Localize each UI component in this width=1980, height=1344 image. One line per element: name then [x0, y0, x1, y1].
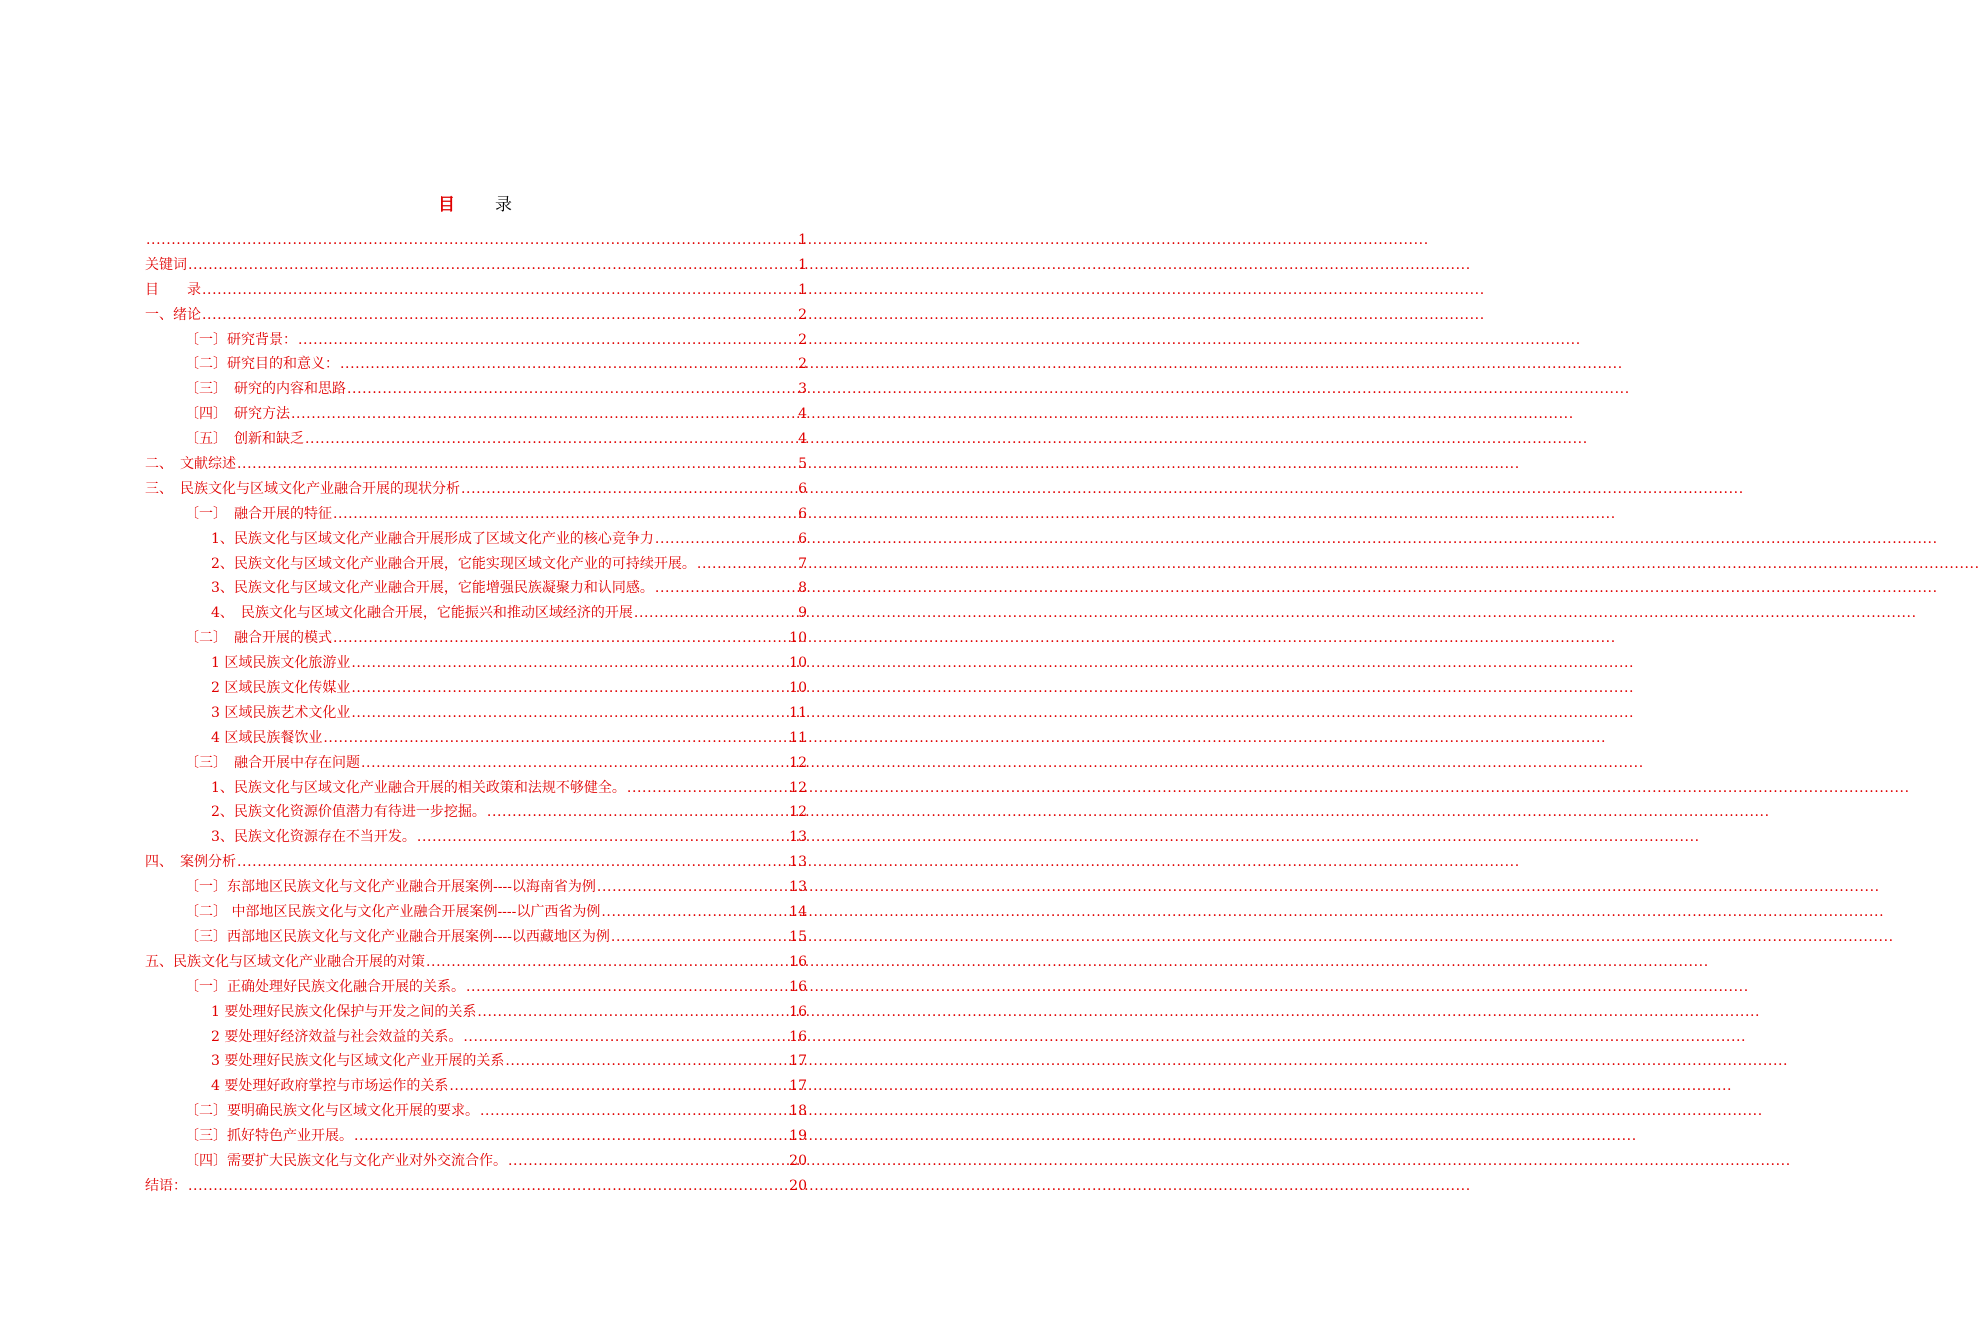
toc-entry-page: 10	[789, 655, 807, 672]
toc-entry-page: 1	[798, 256, 807, 273]
toc-entry-page: 16	[789, 1028, 807, 1045]
toc-entry-page: 14	[789, 904, 807, 921]
toc-dot-leader	[291, 403, 797, 425]
document-page	[0, 0, 950, 1344]
toc-entry-page: 11	[789, 704, 807, 721]
toc-entry[interactable]	[145, 1100, 807, 1125]
toc-dot-leader	[351, 677, 788, 699]
toc-entry-title: 4、 民族文化与区域文化融合开展，它能振兴和推动区域经济的开展	[211, 605, 633, 622]
toc-dot-leader	[449, 1075, 788, 1097]
toc-dot-leader	[202, 304, 797, 326]
toc-dot-leader	[466, 976, 788, 998]
toc-entry-title: 三、 民族文化与区域文化产业融合开展的现状分析	[145, 480, 460, 497]
toc-entry-title: 〔一〕 融合开展的特征	[185, 505, 332, 522]
toc-entry-page: 17	[789, 1053, 807, 1070]
toc-dot-leader	[202, 279, 797, 301]
toc-entry-title: 〔一〕研究背景：	[185, 331, 297, 348]
toc-entry-page: 16	[789, 1003, 807, 1020]
toc-entry-title: 二、 文献综述	[145, 456, 236, 473]
toc-dot-leader	[354, 1125, 788, 1147]
toc-entry[interactable]	[145, 951, 807, 976]
toc-entry-page: 8	[798, 580, 807, 597]
toc-entry-page: 16	[789, 978, 807, 995]
toc-dot-leader	[333, 627, 788, 649]
toc-entry-title: 1、民族文化与区域文化产业融合开展的相关政策和法规不够健全。	[211, 779, 626, 796]
toc-entry-page: 2	[798, 306, 807, 323]
toc-entry-page: 17	[789, 1078, 807, 1095]
toc-dot-leader	[461, 478, 797, 500]
toc-entry-page: 1	[798, 281, 807, 298]
toc-entry-title: 3 区域民族艺术文化业	[211, 704, 351, 721]
toc-entry-title: 4 要处理好政府掌控与市场运作的关系	[211, 1078, 449, 1095]
toc-entry-page: 12	[789, 779, 807, 796]
toc-entry-page: 13	[789, 854, 807, 871]
toc-dot-leader	[697, 553, 797, 575]
toc-heading	[0, 193, 950, 217]
toc-entry[interactable]	[145, 1075, 807, 1100]
toc-entry[interactable]	[145, 353, 807, 378]
toc-entry-title: 〔三〕 研究的内容和思路	[185, 381, 346, 398]
toc-entry[interactable]	[145, 1026, 807, 1051]
toc-entry[interactable]	[145, 627, 807, 652]
toc-entry[interactable]	[145, 777, 807, 802]
toc-dot-leader	[601, 901, 788, 923]
toc-dot-leader	[237, 851, 788, 873]
toc-entry-page: 4	[798, 406, 807, 423]
toc-dot-leader	[146, 229, 797, 251]
toc-entry[interactable]	[145, 503, 807, 528]
toc-entry[interactable]	[145, 1050, 807, 1075]
toc-entry[interactable]	[145, 851, 807, 876]
toc-entry-page: 6	[798, 480, 807, 497]
toc-entry-page: 13	[789, 829, 807, 846]
toc-entry-title: 〔一〕正确处理好民族文化融合开展的关系。	[185, 978, 465, 995]
toc-dot-leader	[323, 727, 788, 749]
toc-dot-leader	[347, 378, 797, 400]
toc-entry-title: 五、民族文化与区域文化产业融合开展的对策	[145, 953, 425, 970]
toc-entry-page: 13	[789, 879, 807, 896]
toc-entry-title: 〔二〕 中部地区民族文化与文化产业融合开展案例----以广西省为例	[185, 904, 601, 921]
toc-dot-leader	[188, 1175, 788, 1197]
toc-entry[interactable]	[145, 976, 807, 1001]
toc-entry-page: 9	[798, 605, 807, 622]
toc-dot-leader	[611, 926, 788, 948]
toc-entry-page: 1	[798, 232, 807, 248]
toc-entry-title: 1、民族文化与区域文化产业融合开展形成了区域文化产业的核心竞争力	[211, 530, 654, 547]
toc-dot-leader	[487, 801, 788, 823]
toc-entry-page: 6	[798, 505, 807, 522]
toc-dot-leader	[351, 652, 788, 674]
toc-dot-leader	[508, 1150, 788, 1172]
toc-dot-leader	[426, 951, 788, 973]
toc-entry-title: 关键词	[145, 256, 187, 273]
toc-entry[interactable]	[145, 801, 807, 826]
toc-entry-title: 〔五〕 创新和缺乏	[185, 431, 304, 448]
toc-entry[interactable]	[145, 752, 807, 777]
toc-dot-leader	[463, 1026, 788, 1048]
toc-entry[interactable]	[145, 652, 807, 677]
toc-entry[interactable]	[145, 702, 807, 727]
toc-entry-title: 2、民族文化与区域文化产业融合开展，它能实现区域文化产业的可持续开展。	[211, 555, 696, 572]
toc-entry-title: 1 要处理好民族文化保护与开发之间的关系	[211, 1003, 477, 1020]
toc-dot-leader	[597, 876, 788, 898]
toc-entry-page: 15	[789, 928, 807, 945]
toc-entry[interactable]	[145, 553, 807, 578]
toc-entry[interactable]	[145, 453, 807, 478]
toc-entry-page: 6	[798, 530, 807, 547]
toc-entry-title: 〔三〕西部地区民族文化与文化产业融合开展案例----以西藏地区为例	[185, 928, 610, 945]
toc-entry[interactable]	[145, 478, 807, 503]
toc-dot-leader	[480, 1100, 788, 1122]
toc-entry-title: 4 区域民族餐饮业	[211, 729, 323, 746]
toc-entry-title: 3、民族文化与区域文化产业融合开展，它能增强民族凝聚力和认同感。	[211, 580, 654, 597]
toc-entry[interactable]	[145, 577, 807, 602]
toc-entry-page: 10	[789, 680, 807, 697]
toc-entry-page: 18	[789, 1103, 807, 1120]
toc-entry[interactable]	[145, 403, 807, 428]
toc-entry[interactable]	[145, 254, 807, 279]
toc-dot-leader	[477, 1001, 788, 1023]
toc-entry-title: 3 要处理好民族文化与区域文化产业开展的关系	[211, 1053, 505, 1070]
toc-dot-leader	[505, 1050, 788, 1072]
toc-entry-title: 一、绪论	[145, 306, 201, 323]
toc-entry-page: 4	[798, 431, 807, 448]
toc-entry-title: 〔四〕需要扩大民族文化与文化产业对外交流合作。	[185, 1152, 507, 1169]
toc-dot-leader	[340, 353, 797, 375]
toc-entry-title: 3、民族文化资源存在不当开发。	[211, 829, 416, 846]
toc-dot-leader	[351, 702, 788, 724]
toc-entry-title: 〔二〕研究目的和意义：	[185, 356, 339, 373]
toc-entry-page: 20	[789, 1152, 807, 1169]
toc-dot-leader	[655, 577, 797, 599]
toc-dot-leader	[655, 528, 797, 550]
toc-entry[interactable]	[145, 727, 807, 752]
toc-dot-leader	[361, 752, 788, 774]
toc-entry-page: 16	[789, 953, 807, 970]
toc-entry-page: 2	[798, 331, 807, 348]
toc-entry[interactable]	[145, 428, 807, 453]
toc-entry[interactable]	[145, 677, 807, 702]
toc-entry[interactable]	[145, 901, 807, 926]
toc-entry[interactable]	[145, 1001, 807, 1026]
toc-heading-part2: 录	[495, 195, 512, 215]
toc-heading-part1: 目	[438, 195, 455, 215]
toc-entry-page: 3	[798, 381, 807, 398]
toc-entry-page: 12	[789, 754, 807, 771]
toc-dot-leader	[634, 602, 797, 624]
toc-dot-leader	[333, 503, 797, 525]
toc-dot-leader	[417, 826, 788, 848]
toc-entry-page: 12	[789, 804, 807, 821]
toc-entry-title: 1 区域民族文化旅游业	[211, 655, 351, 672]
toc-entry[interactable]	[145, 926, 807, 951]
toc-entry-page: 10	[789, 630, 807, 647]
toc-entry[interactable]	[145, 1175, 807, 1200]
toc-entry-page: 19	[789, 1128, 807, 1145]
toc-entry-title: 〔三〕抓好特色产业开展。	[185, 1128, 353, 1145]
toc-entry-page: 7	[798, 555, 807, 572]
toc-entry[interactable]	[145, 329, 807, 354]
toc-entry-title: 〔二〕 融合开展的模式	[185, 630, 332, 647]
toc-entry-title: 〔一〕东部地区民族文化与文化产业融合开展案例----以海南省为例	[185, 879, 596, 896]
table-of-contents	[145, 229, 807, 1200]
toc-entry[interactable]	[145, 826, 807, 851]
toc-dot-leader	[237, 453, 797, 475]
toc-entry[interactable]	[145, 528, 807, 553]
toc-entry[interactable]	[145, 602, 807, 627]
toc-entry[interactable]	[145, 229, 807, 254]
toc-entry-title: 结语：	[145, 1177, 187, 1194]
toc-dot-leader	[188, 254, 797, 276]
toc-dot-leader	[305, 428, 797, 450]
toc-entry-title: 2 要处理好经济效益与社会效益的关系。	[211, 1028, 463, 1045]
toc-entry-title: 〔二〕要明确民族文化与区域文化开展的要求。	[185, 1103, 479, 1120]
toc-entry-page: 11	[789, 729, 807, 746]
toc-entry[interactable]	[145, 1125, 807, 1150]
toc-entry-title: 目 录	[145, 281, 201, 298]
toc-entry[interactable]	[145, 304, 807, 329]
toc-entry-title: 〔四〕 研究方法	[185, 406, 290, 423]
toc-entry-page: 5	[798, 456, 807, 473]
toc-entry-page: 2	[798, 356, 807, 373]
toc-entry[interactable]	[145, 876, 807, 901]
toc-dot-leader	[298, 329, 797, 351]
toc-entry-title: 2 区域民族文化传媒业	[211, 680, 351, 697]
toc-entry-title: 四、 案例分析	[145, 854, 236, 871]
toc-entry-title: 〔三〕 融合开展中存在问题	[185, 754, 360, 771]
toc-entry[interactable]	[145, 1150, 807, 1175]
toc-entry[interactable]	[145, 279, 807, 304]
toc-entry-title: 2、民族文化资源价值潜力有待进一步挖掘。	[211, 804, 486, 821]
toc-entry-page: 20	[789, 1177, 807, 1194]
toc-dot-leader	[627, 777, 788, 799]
toc-entry[interactable]	[145, 378, 807, 403]
